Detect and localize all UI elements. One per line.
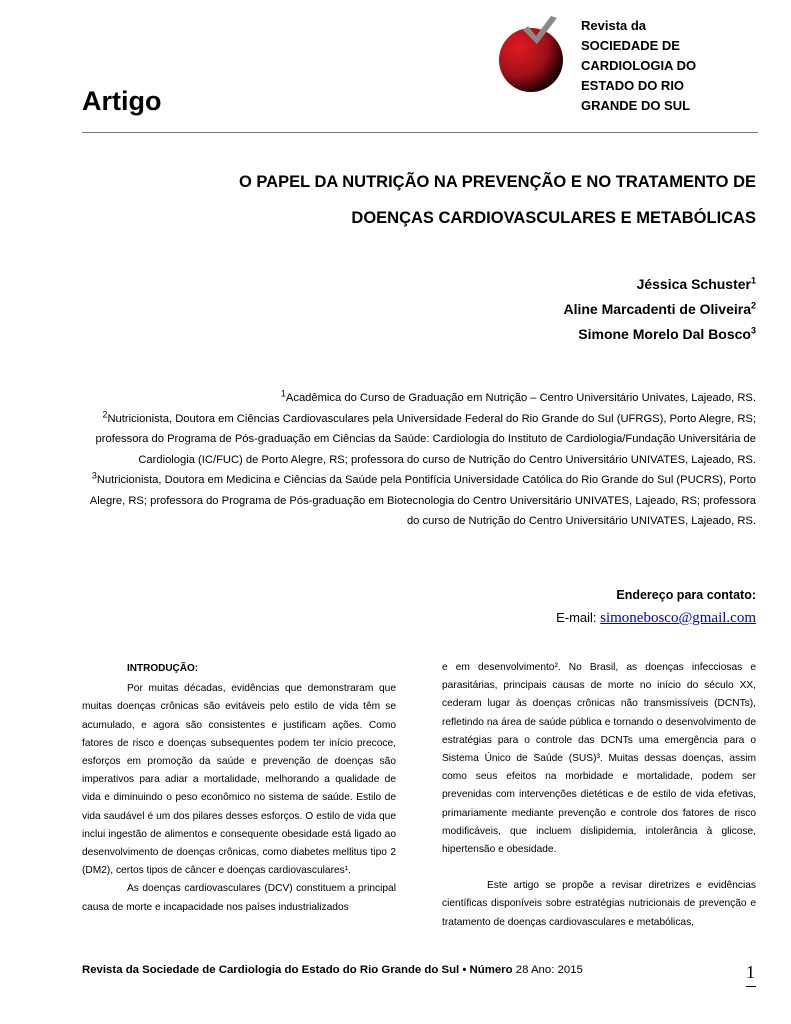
journal-logo: [499, 14, 569, 94]
affiliation: $^2$Nutricionista, Doutora em Ciências Cardiovasculares pela Universidade Federal do Rio Grande do Sul (UFRGS), Porto Alegre, RS; professora do Programa de Pós-graduação em Ciências da Saúde: Cardiologia do Instituto de Cardiologia/Fundação Universitária de Cardiologia (IC/FUC) de Porto Alegre, RS; professora do curso de Nutrição do Centro Universitário UNIVATES, Lajeado, RS.: [95, 408, 756, 466]
article-title: O PAPEL DA NUTRIÇÃO NA PREVENÇÃO E NO TRATAMENTO DE DOENÇAS CARDIOVASCULARES E METABÓLICAS: [238, 173, 756, 227]
author: Aline Marcadenti de Oliveira$^2$: [563, 300, 756, 317]
paragraph: Este artigo se propõe a revisar diretrizes e evidências científicas disponíveis sobre estratégias nutricionais de prevenção e tratamento de doenças cardiovasculares e metabólicas,: [442, 880, 756, 928]
affiliation: $^1$Acadêmica do Curso de Graduação em Nutrição – Centro Universitário Univates, Lajeado, RS.: [280, 388, 756, 404]
contact-email: E-mail: simonebosco@gmail.com: [556, 610, 756, 626]
body-column-left: [82, 660, 396, 917]
email-link[interactable]: simonebosco@gmail.com: [600, 610, 756, 626]
body-column-right: [442, 659, 756, 932]
paragraph: Por muitas décadas, evidências que demonstraram que muitas doenças crônicas são evitáveis pelo estilo de vida têm se acumulado, e agora são consistentes e justificam ações. Como fatores de risco e doenças subsequentes podem ter início precoce, esforços em promoção da saúde e prevenção de doenças são imperativos para adiar a mortalidade, melhorando a qualidade de vida e diminuindo o peso econômico no sistema de saúde. Estilo de vida saudável é um dos pilares desses esforços. O estilo de vida que inclui ingestão de alimentos e consequente obesidade está ligado ao desenvolvimento de doenças crônicas, como diabetes mellitus tipo 2 (DM2), certos tipos de câncer e doenças cardiovasculares¹.: [82, 683, 396, 877]
affiliations: [82, 388, 756, 532]
page-number-underline: [746, 986, 756, 987]
contact-label: Endereço para contato:: [616, 588, 756, 602]
paragraph: As doenças cardiovasculares (DCV) constituem a principal causa de morte e incapacidade nos países industrializados: [82, 883, 396, 913]
header-divider: [82, 132, 758, 133]
author-list: [563, 272, 756, 347]
page-footer: Revista da Sociedade de Cardiologia do Estado do Rio Grande do Sul • Número 28 Ano: 2015: [82, 964, 583, 976]
journal-name: Revista da SOCIEDADE DE CARDIOLOGIA DO ESTADO DO RIO GRANDE DO SUL: [581, 18, 697, 113]
page-number: 1: [746, 962, 755, 982]
section-label: Artigo: [82, 86, 162, 116]
author: Simone Morelo Dal Bosco$^3$: [578, 325, 756, 342]
intro-heading: INTRODUÇÃO:: [127, 663, 199, 674]
paragraph: e em desenvolvimento². No Brasil, as doenças infecciosas e parasitárias, principais causas de morte no início do século XX, cederam lugar às doenças crônicas não transmissíveis (DCNTs), refletindo na área de saúde pública e tornando o desenvolvimento de estratégias para o controle das DCNTs uma emergência para o Sistema Único de Saúde (SUS)³. Muitas dessas doenças, assim como seus efeitos na morbidade e mortalidade, podem ser prevenidas com intervenções dietéticas e de estilo de vida efetivas, primariamente mediante prevenção e controle dos fatores de risco modificáveis, que incluem dislipidemia, intolerância à glicose, hipertensão e obesidade.: [442, 662, 756, 856]
author: Jéssica Schuster$^1$: [636, 275, 756, 292]
affiliation: $^3$Nutricionista, Doutora em Medicina e Ciências da Saúde pela Pontifícia Universidade Católica do Rio Grande do Sul (PUCRS), Porto Alegre, RS; professora do Programa de Pós-graduação em Biotecnologia do Centro Universitário UNIVATES, Lajeado, RS; professora do curso de Nutrição do Centro Universitário UNIVATES, Lajeado, RS.: [89, 470, 756, 527]
